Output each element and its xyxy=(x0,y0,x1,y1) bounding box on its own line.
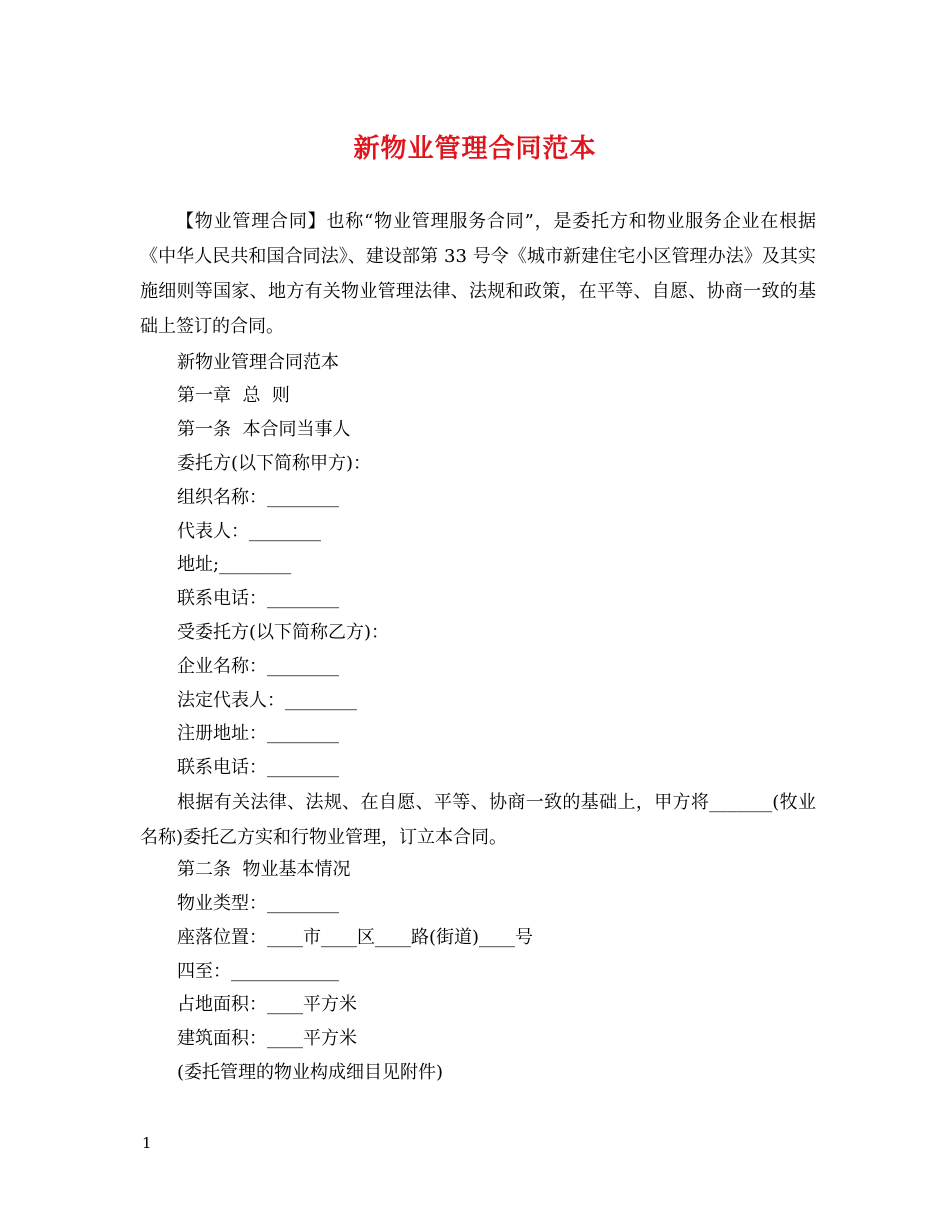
article-heading: 第二条 物业基本情况 xyxy=(177,859,351,880)
party-a-phone-field: 联系电话：________ xyxy=(177,588,339,609)
chapter-heading: 第一章 总 则 xyxy=(177,385,290,406)
party-b-phone-field: 联系电话：________ xyxy=(177,757,339,778)
land-area-field: 占地面积：____平方米 xyxy=(177,994,357,1015)
text-line: 新物业管理合同范本 xyxy=(177,352,339,373)
party-a-org-name-field: 组织名称：________ xyxy=(177,487,339,508)
property-type-field: 物业类型：________ xyxy=(177,893,339,914)
party-b-legal-rep-field: 法定代表人：________ xyxy=(177,690,357,711)
party-b-heading: 受委托方(以下简称乙方)： xyxy=(177,622,390,643)
party-a-representative-field: 代表人：________ xyxy=(177,521,321,542)
location-field: 座落位置：____市____区____路(街道)____号 xyxy=(177,927,534,948)
party-a-address-field: 地址;________ xyxy=(177,554,292,575)
boundaries-field: 四至：____________ xyxy=(177,961,339,982)
party-a-heading: 委托方(以下简称甲方)： xyxy=(177,453,372,474)
party-b-address-field: 注册地址：________ xyxy=(177,723,339,744)
intro-paragraph: 【物业管理合同】也称“物业管理服务合同”，是委托方和物业服务企业在根据《中华人民共和国合同法》、建设部第 33 号令《城市新建住宅小区管理办法》及其实施细则等国家、地方有关物业管理法律、法规和政策，在平等、自愿、协商一致的基础上签订的合同。 xyxy=(140,211,816,337)
article-heading: 第一条 本合同当事人 xyxy=(177,419,351,440)
annex-note: (委托管理的物业构成细目见附件) xyxy=(177,1062,444,1083)
agreement-paragraph: 根据有关法律、法规、在自愿、平等、协商一致的基础上，甲方将_______(牧业名称)委托乙方实和行物业管理，订立本合同。 xyxy=(140,792,816,848)
document-title: 新物业管理合同范本 xyxy=(353,134,597,164)
party-b-company-name-field: 企业名称：________ xyxy=(177,656,339,677)
building-area-field: 建筑面积：____平方米 xyxy=(177,1028,357,1049)
page-number: 1 xyxy=(142,1134,152,1152)
